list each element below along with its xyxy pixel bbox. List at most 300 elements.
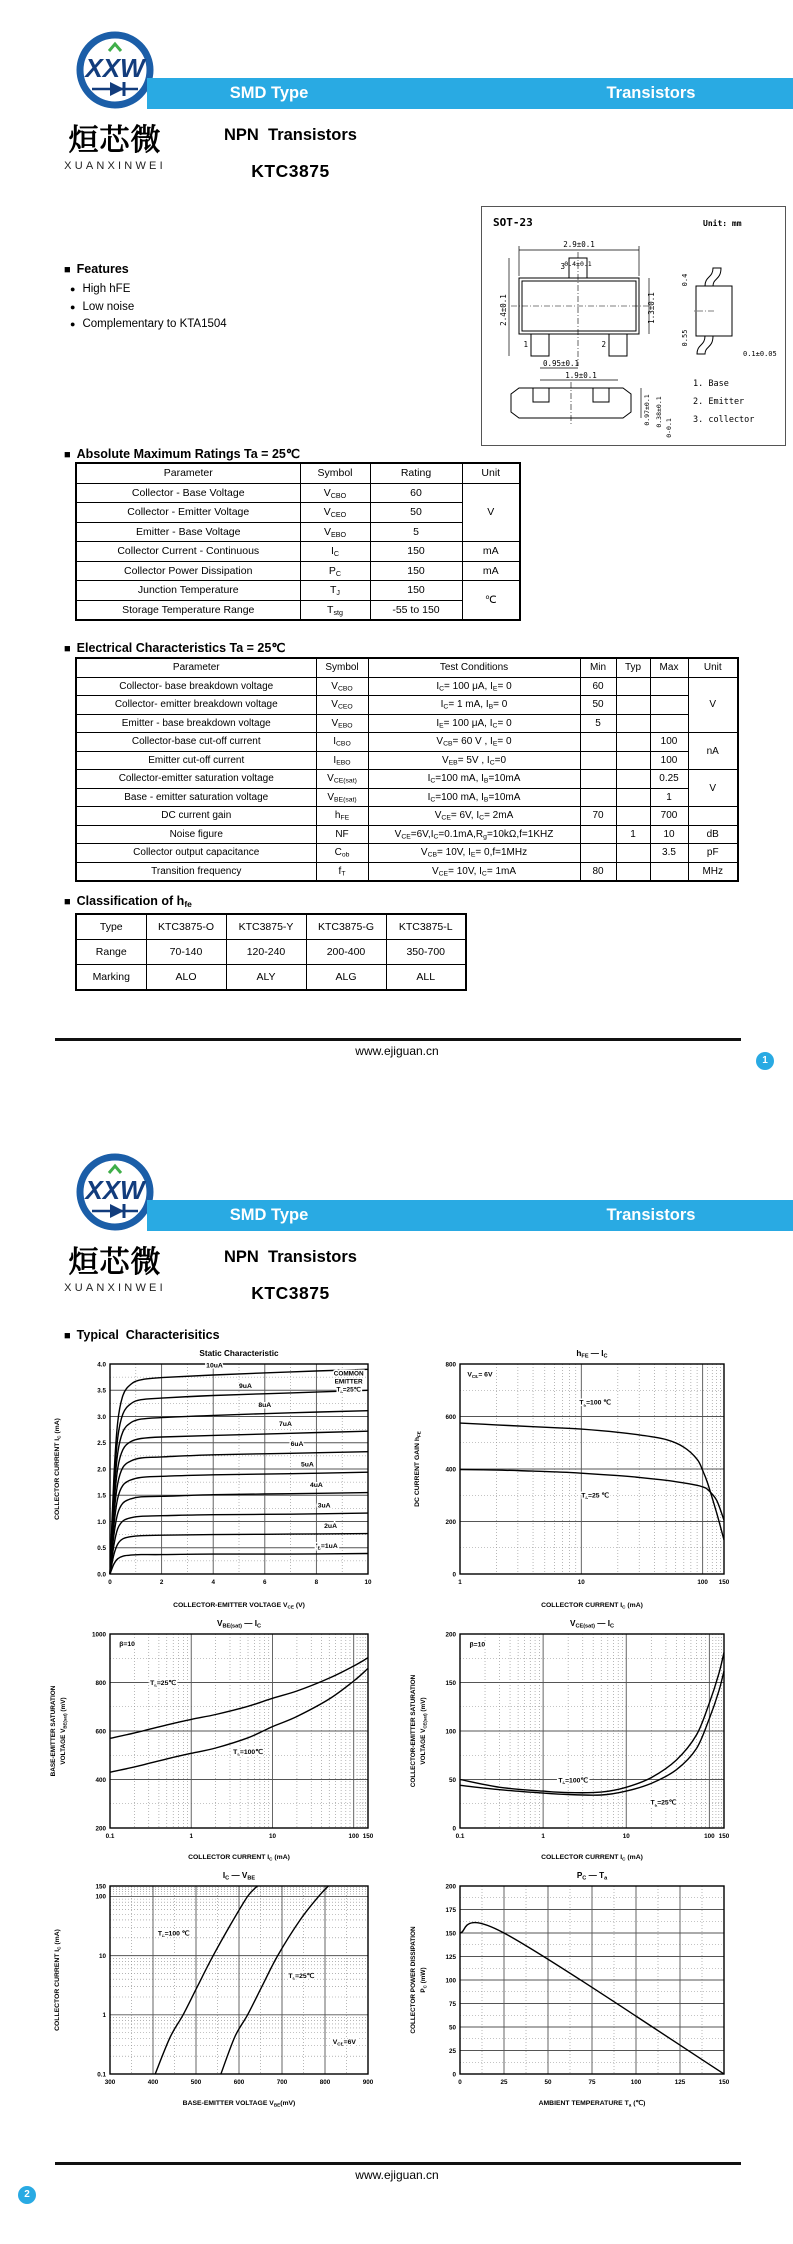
chart-annotations bbox=[206, 1363, 364, 1551]
table-row bbox=[76, 751, 738, 770]
table-cell: $V_{EB}= 5V$ , $I_C=0$ bbox=[368, 751, 580, 770]
table-cell bbox=[616, 696, 650, 715]
svg-text:200: 200 bbox=[95, 1825, 106, 1833]
table-row bbox=[76, 714, 738, 733]
chart-curve bbox=[460, 1423, 724, 1540]
svg-text:25: 25 bbox=[500, 2079, 508, 2086]
table-header-row bbox=[76, 463, 520, 483]
table-row bbox=[76, 788, 738, 807]
svg-text:0: 0 bbox=[458, 2079, 462, 2086]
table-row bbox=[76, 965, 466, 991]
section-marker-icon: ■ bbox=[64, 449, 71, 461]
svg-text:1: 1 bbox=[102, 2012, 106, 2020]
table-cell: 700 bbox=[650, 807, 688, 826]
table-cell: $V_{CEO}$ bbox=[316, 696, 368, 715]
table-cell bbox=[650, 677, 688, 696]
svg-text:200: 200 bbox=[445, 1883, 456, 1891]
table-cell: KTC3875-O bbox=[146, 914, 226, 940]
hfe-classification-table bbox=[75, 913, 467, 991]
table-cell: Test Conditions bbox=[368, 658, 580, 677]
svg-text:0.4±0.1: 0.4±0.1 bbox=[564, 260, 592, 268]
svg-text:2uA: 2uA bbox=[324, 1522, 338, 1530]
table-cell: V bbox=[688, 770, 738, 807]
svg-text:175: 175 bbox=[445, 1906, 456, 1914]
abs-max-table bbox=[75, 462, 521, 621]
svg-text:100: 100 bbox=[348, 1833, 359, 1840]
table-cell: ALO bbox=[146, 965, 226, 991]
table-row bbox=[76, 561, 520, 581]
chart-x-axis-label: AMBIENT TEMPERATURE $T_a$ (℃) bbox=[538, 2100, 646, 2108]
section-marker-icon: ■ bbox=[64, 896, 71, 908]
table-cell: Symbol bbox=[316, 658, 368, 677]
svg-text:5uA: 5uA bbox=[300, 1461, 314, 1469]
svg-text:0: 0 bbox=[452, 1825, 456, 1833]
table-cell: $V_{CEO}$ bbox=[300, 503, 370, 523]
chart-y-axis-label: COLLECTOR-EMITTER SATURATION bbox=[410, 1674, 417, 1788]
svg-text:EMITTER: EMITTER bbox=[334, 1378, 363, 1386]
feature-item bbox=[70, 301, 134, 313]
svg-text:1.9±0.1: 1.9±0.1 bbox=[565, 371, 597, 380]
svg-text:400: 400 bbox=[95, 1776, 106, 1784]
svg-text:0.0: 0.0 bbox=[97, 1571, 106, 1579]
svg-text:100: 100 bbox=[445, 1977, 456, 1985]
header-bar-right-label: Transistors bbox=[606, 84, 696, 102]
svg-text:0.1: 0.1 bbox=[97, 2071, 106, 2079]
svg-text:0.5: 0.5 bbox=[97, 1545, 106, 1553]
svg-text:Ta=25℃: $T_a=25℃$ bbox=[150, 1679, 177, 1688]
svg-text:β=10: β=10 bbox=[119, 1641, 135, 1649]
abs-max-heading: ■ Absolute Maximum Ratings Ta = 25℃ bbox=[64, 447, 300, 461]
chart-x-axis-label: COLLECTOR-EMITTER VOLTAGE $V_{CE}$ (V) bbox=[173, 1602, 305, 1610]
chart-annotations bbox=[469, 1642, 676, 1808]
svg-text:50: 50 bbox=[448, 1776, 456, 1784]
chart-axis-ticks bbox=[445, 1631, 729, 1840]
table-cell: 60 bbox=[580, 677, 616, 696]
table-cell: ALL bbox=[386, 965, 466, 991]
table-cell bbox=[580, 733, 616, 752]
table-cell: $I_E= 100$ μA, $I_C= 0$ bbox=[368, 714, 580, 733]
svg-text:2: 2 bbox=[159, 1579, 164, 1586]
chart-y-axis-label: BASE-EMITTER SATURATION bbox=[50, 1685, 57, 1777]
header-bar bbox=[147, 78, 793, 109]
svg-text:9uA: 9uA bbox=[239, 1383, 252, 1391]
table-cell: nA bbox=[688, 733, 738, 770]
table-cell: ALG bbox=[306, 965, 386, 991]
chart-annotations bbox=[467, 1372, 611, 1500]
chart-y-axis-label: DC CURRENT GAIN $h_{FE}$ bbox=[414, 1431, 422, 1507]
chart-title: PC — Ta bbox=[576, 1871, 608, 1882]
svg-text:150: 150 bbox=[445, 1679, 456, 1687]
svg-text:3.0: 3.0 bbox=[97, 1413, 106, 1421]
features-heading: ■ Features bbox=[64, 262, 129, 276]
svg-text:125: 125 bbox=[445, 1953, 456, 1961]
svg-text:2. Emitter: 2. Emitter bbox=[693, 397, 745, 407]
svg-text:2.0: 2.0 bbox=[97, 1466, 106, 1474]
chart-x-axis-label: COLLECTOR CURRENT $I_C$ (mA) bbox=[541, 1854, 643, 1862]
svg-text:Ta=25℃: $T_a=25℃$ bbox=[288, 1972, 315, 1981]
chart-y-axis-label: COLLECTOR CURRENT $I_C$ (mA) bbox=[54, 1418, 62, 1520]
data-table bbox=[75, 913, 467, 991]
table-cell: $V_{CE(sat)}$ bbox=[316, 770, 368, 789]
table-cell: KTC3875-G bbox=[306, 914, 386, 940]
table-cell: $V_{CB}= 10V$, $I_E= 0,f=1MHz$ bbox=[368, 844, 580, 863]
svg-text:0.38±0.1: 0.38±0.1 bbox=[655, 396, 663, 428]
table-cell: Noise figure bbox=[76, 825, 316, 844]
header-bar-left-label: SMD Type bbox=[229, 84, 309, 102]
chart-y-axis-label: VOLTAGE $V_{CE(sat)}$ (mV) bbox=[420, 1697, 428, 1765]
table-cell: Collector - Base Voltage bbox=[76, 483, 300, 503]
svg-text:6uA: 6uA bbox=[290, 1440, 304, 1448]
table-cell: 3.5 bbox=[650, 844, 688, 863]
svg-text:200: 200 bbox=[445, 1631, 456, 1639]
table-cell: $I_C= 100$ μA, $I_E= 0$ bbox=[368, 677, 580, 696]
package-diagram-svg bbox=[481, 206, 786, 446]
svg-text:0.55: 0.55 bbox=[681, 329, 689, 347]
chart-curve bbox=[110, 1452, 368, 1574]
table-cell: $V_{CE}= 6V$, $I_C= 2mA$ bbox=[368, 807, 580, 826]
svg-text:6: 6 bbox=[263, 1579, 267, 1586]
table-cell: $I_C=100$ mA, $I_B=10mA$ bbox=[368, 770, 580, 789]
page-number-badge: 2 bbox=[18, 2186, 36, 2204]
svg-text:Ta=100 ℃: $T_a=100$ ℃ bbox=[157, 1930, 190, 1938]
feature-bullet-icon: ● bbox=[70, 319, 76, 329]
feature-bullet-icon: ● bbox=[70, 301, 76, 312]
chart-grid bbox=[110, 1634, 368, 1828]
classification-heading: ■ Classification of $h_{fe}$ bbox=[64, 894, 192, 910]
table-cell: $V_{CE}= 10V$, $I_C= 1mA$ bbox=[368, 862, 580, 881]
table-cell: 10 bbox=[650, 825, 688, 844]
elec-heading: ■ Electrical Characteristics Ta = 25℃ bbox=[64, 641, 286, 655]
chart-pc_ta bbox=[404, 1866, 740, 2112]
table-cell: Type bbox=[76, 914, 146, 940]
brand-logo-icon bbox=[72, 30, 158, 112]
pin-3-label: 3 bbox=[560, 262, 565, 271]
table-cell: Collector output capacitance bbox=[76, 844, 316, 863]
svg-text:COMMON: COMMON bbox=[333, 1370, 364, 1378]
svg-text:10: 10 bbox=[364, 1579, 372, 1586]
svg-text:1.5: 1.5 bbox=[97, 1492, 106, 1500]
svg-text:900: 900 bbox=[362, 2079, 374, 2086]
table-cell: Typ bbox=[616, 658, 650, 677]
table-cell: $V_{BE(sat)}$ bbox=[316, 788, 368, 807]
table-row bbox=[76, 844, 738, 863]
table-cell: Junction Temperature bbox=[76, 581, 300, 601]
table-cell: mA bbox=[462, 542, 520, 562]
svg-text:3. collector: 3. collector bbox=[693, 415, 755, 425]
chart-vcesat_ic bbox=[404, 1614, 740, 1866]
logo-text: XXW bbox=[85, 1175, 145, 1205]
svg-text:Ta=100 ℃: $T_a=100$ ℃ bbox=[579, 1399, 611, 1408]
table-row bbox=[76, 733, 738, 752]
table-cell bbox=[580, 844, 616, 863]
svg-text:300: 300 bbox=[104, 2079, 116, 2086]
page-number-badge: 1 bbox=[756, 1052, 774, 1070]
table-cell: 100 bbox=[650, 751, 688, 770]
chart-hfe_ic bbox=[404, 1342, 740, 1614]
table-cell: KTC3875-L bbox=[386, 914, 466, 940]
table-cell: 150 bbox=[370, 561, 462, 581]
chart-title: VCE(sat) — IC bbox=[570, 1619, 614, 1630]
svg-text:Ta=25℃: $T_a=25℃$ bbox=[650, 1799, 677, 1808]
svg-text:0.1: 0.1 bbox=[105, 1833, 115, 1840]
table-cell: $I_{CBO}$ bbox=[316, 733, 368, 752]
svg-text:0.95±0.1: 0.95±0.1 bbox=[542, 359, 580, 368]
chart-y-axis-label: COLLECTOR CURRENT $I_C$ (mA) bbox=[54, 1929, 62, 2031]
table-cell: $f_T$ bbox=[316, 862, 368, 881]
footer-site-url: www.ejiguan.cn bbox=[355, 1044, 439, 1058]
section-marker-icon: ■ bbox=[64, 264, 71, 276]
brand-name-cn: 烜芯微 bbox=[68, 124, 162, 157]
table-cell: $P_C$ bbox=[300, 561, 370, 581]
svg-text:VCE=6V: $V_{CE}=6V$ bbox=[332, 2039, 356, 2047]
brand-name-en: XUANXINWEI bbox=[64, 160, 166, 172]
table-row bbox=[76, 522, 520, 542]
table-cell bbox=[580, 751, 616, 770]
svg-text:Ta=100℃: $T_a=100℃$ bbox=[233, 1749, 263, 1757]
table-cell: $I_C=100$ mA, $I_B=10mA$ bbox=[368, 788, 580, 807]
part-number-title: KTC3875 bbox=[251, 161, 330, 181]
svg-text:150: 150 bbox=[362, 1833, 374, 1840]
svg-text:2.5: 2.5 bbox=[97, 1440, 106, 1448]
footer-site-url: www.ejiguan.cn bbox=[355, 2168, 439, 2182]
table-header-row bbox=[76, 658, 738, 677]
table-cell: Collector-base cut-off current bbox=[76, 733, 316, 752]
table-row bbox=[76, 940, 466, 965]
svg-text:600: 600 bbox=[233, 2079, 245, 2086]
svg-text:1: 1 bbox=[189, 1833, 193, 1840]
table-cell: 5 bbox=[580, 714, 616, 733]
data-table bbox=[75, 657, 739, 882]
svg-text:100: 100 bbox=[704, 1833, 715, 1840]
svg-text:1: 1 bbox=[541, 1833, 545, 1840]
svg-text:IB=1uA: $I_B=1uA$ bbox=[315, 1542, 338, 1551]
table-cell: mA bbox=[462, 561, 520, 581]
table-row bbox=[76, 581, 520, 601]
table-cell: 120-240 bbox=[226, 940, 306, 965]
table-cell: DC current gain bbox=[76, 807, 316, 826]
table-cell: Collector- emitter breakdown voltage bbox=[76, 696, 316, 715]
svg-text:0.1±0.05: 0.1±0.05 bbox=[743, 350, 777, 358]
svg-text:1: 1 bbox=[458, 1579, 462, 1586]
table-cell bbox=[650, 862, 688, 881]
chart-grid bbox=[460, 1634, 724, 1828]
chart-y-axis-label: COLLECTOR POWER DISSIPATION bbox=[410, 1926, 417, 2034]
svg-text:150: 150 bbox=[445, 1930, 456, 1938]
svg-text:0: 0 bbox=[452, 1571, 456, 1579]
footer-rule bbox=[55, 1038, 741, 1041]
feature-label: Low noise bbox=[82, 300, 135, 313]
chart-grid bbox=[110, 1886, 368, 2074]
table-cell: 60 bbox=[370, 483, 462, 503]
svg-text:7uA: 7uA bbox=[279, 1420, 292, 1428]
table-cell: 150 bbox=[370, 581, 462, 601]
svg-text:1. Base: 1. Base bbox=[693, 379, 729, 389]
typical-characteristics-heading: ■ Typical Characterisitics bbox=[64, 1328, 220, 1342]
table-row bbox=[76, 503, 520, 523]
part-number-title: KTC3875 bbox=[251, 1283, 330, 1303]
table-cell bbox=[616, 733, 650, 752]
svg-text:150: 150 bbox=[95, 1883, 106, 1891]
chart-y-axis-label: VOLTAGE $V_{BE(sat)}$ (mV) bbox=[60, 1697, 68, 1765]
table-cell: 80 bbox=[580, 862, 616, 881]
brand-logo-icon bbox=[72, 1152, 158, 1234]
table-row bbox=[76, 914, 466, 940]
table-cell bbox=[650, 696, 688, 715]
table-cell: pF bbox=[688, 844, 738, 863]
table-cell: $I_C$ bbox=[300, 542, 370, 562]
table-cell: Parameter bbox=[76, 658, 316, 677]
table-cell: Transition frequency bbox=[76, 862, 316, 881]
table-cell: $V_{CBO}$ bbox=[300, 483, 370, 503]
table-row bbox=[76, 677, 738, 696]
package-unit-note: Unit: mm bbox=[703, 219, 742, 228]
table-cell: dB bbox=[688, 825, 738, 844]
svg-text:800: 800 bbox=[95, 1679, 106, 1687]
svg-text:150: 150 bbox=[718, 1833, 730, 1840]
table-cell bbox=[616, 788, 650, 807]
chart-axis-ticks bbox=[95, 1883, 373, 2086]
table-cell: $V_{CE}=6V,I_C=0.1mA,R_g=10k\Omega,f=1KHZ$ bbox=[368, 825, 580, 844]
svg-text:600: 600 bbox=[445, 1413, 456, 1421]
table-row bbox=[76, 862, 738, 881]
svg-text:3.5: 3.5 bbox=[97, 1387, 106, 1395]
svg-text:100: 100 bbox=[95, 1893, 106, 1901]
table-cell: 0.25 bbox=[650, 770, 688, 789]
svg-text:0-0.1: 0-0.1 bbox=[665, 418, 673, 438]
svg-text:1.0: 1.0 bbox=[97, 1518, 106, 1526]
svg-text:Ta=25℃: $T_a=25℃$ bbox=[336, 1386, 361, 1395]
table-cell: Symbol bbox=[300, 463, 370, 483]
brand-name-en: XUANXINWEI bbox=[64, 1282, 166, 1294]
header-bar-left-label: SMD Type bbox=[229, 1206, 309, 1224]
svg-text:100: 100 bbox=[697, 1579, 708, 1586]
data-table bbox=[75, 462, 521, 621]
svg-text:150: 150 bbox=[718, 1579, 730, 1586]
feature-label: High hFE bbox=[82, 283, 131, 295]
chart-x-axis-label: COLLECTOR CURRENT $I_C$ (mA) bbox=[541, 1602, 643, 1610]
svg-text:400: 400 bbox=[445, 1466, 456, 1474]
svg-text:25: 25 bbox=[448, 2047, 456, 2055]
pin-1-label: 1 bbox=[523, 340, 528, 349]
chart-grid bbox=[460, 1364, 724, 1574]
table-cell: -55 to 150 bbox=[370, 600, 462, 620]
table-cell: Rating bbox=[370, 463, 462, 483]
svg-text:Ta=25 ℃: $T_a=25$ ℃ bbox=[581, 1492, 610, 1500]
table-cell: Collector Current - Continuous bbox=[76, 542, 300, 562]
logo-text: XXW bbox=[85, 53, 145, 83]
svg-text:0.97±0.1: 0.97±0.1 bbox=[643, 394, 651, 426]
table-row bbox=[76, 542, 520, 562]
feature-label: Complementary to KTA1504 bbox=[82, 318, 227, 330]
feature-bullet-icon: ● bbox=[70, 284, 76, 294]
svg-text:600: 600 bbox=[95, 1728, 106, 1736]
table-cell: $h_{FE}$ bbox=[316, 807, 368, 826]
chart-y-axis-label: $P_C$ (mW) bbox=[420, 1967, 428, 1993]
table-cell: NF bbox=[316, 825, 368, 844]
svg-text:700: 700 bbox=[276, 2079, 288, 2086]
svg-text:10: 10 bbox=[622, 1833, 630, 1840]
svg-text:0: 0 bbox=[108, 1579, 112, 1586]
table-cell: ALY bbox=[226, 965, 306, 991]
table-cell: 70 bbox=[580, 807, 616, 826]
chart-title: hFE — IC bbox=[576, 1349, 608, 1360]
table-cell: Collector- base breakdown voltage bbox=[76, 677, 316, 696]
chart-static bbox=[44, 1342, 380, 1614]
table-cell: $V_{EBO}$ bbox=[300, 522, 370, 542]
svg-text:4: 4 bbox=[211, 1579, 215, 1586]
table-row bbox=[76, 696, 738, 715]
table-row bbox=[76, 483, 520, 503]
svg-text:10: 10 bbox=[577, 1579, 585, 1586]
chart-curve bbox=[110, 1658, 368, 1739]
table-cell bbox=[580, 788, 616, 807]
table-row bbox=[76, 825, 738, 844]
package-diagram bbox=[481, 206, 786, 451]
chart-series bbox=[460, 1423, 724, 1540]
svg-text:500: 500 bbox=[190, 2079, 202, 2086]
table-cell bbox=[580, 825, 616, 844]
table-row bbox=[76, 770, 738, 789]
svg-text:VCE= 6V: $V_{CE}= 6V$ bbox=[467, 1371, 493, 1380]
svg-text:0: 0 bbox=[452, 2071, 456, 2079]
table-cell bbox=[688, 807, 738, 826]
header-bar-right-label: Transistors bbox=[606, 1206, 696, 1224]
table-cell: 100 bbox=[650, 733, 688, 752]
table-cell: Unit bbox=[462, 463, 520, 483]
svg-text:50: 50 bbox=[448, 2024, 456, 2032]
table-cell: KTC3875-Y bbox=[226, 914, 306, 940]
feature-item bbox=[70, 283, 130, 295]
table-cell: $T_J$ bbox=[300, 581, 370, 601]
table-cell: $V_{CBO}$ bbox=[316, 677, 368, 696]
chart-ic_vbe bbox=[44, 1866, 380, 2112]
table-cell: Storage Temperature Range bbox=[76, 600, 300, 620]
table-cell bbox=[616, 844, 650, 863]
svg-text:800: 800 bbox=[319, 2079, 331, 2086]
page-2 bbox=[0, 1122, 793, 2244]
svg-text:10: 10 bbox=[98, 1952, 106, 1960]
table-cell: $V_{EBO}$ bbox=[316, 714, 368, 733]
table-row bbox=[76, 807, 738, 826]
svg-text:75: 75 bbox=[588, 2079, 596, 2086]
svg-text:10: 10 bbox=[268, 1833, 276, 1840]
table-cell bbox=[616, 770, 650, 789]
table-cell: Max bbox=[650, 658, 688, 677]
svg-text:3uA: 3uA bbox=[317, 1502, 331, 1510]
svg-text:1.3±0.1: 1.3±0.1 bbox=[647, 292, 656, 324]
table-cell: 350-700 bbox=[386, 940, 466, 965]
table-cell: 1 bbox=[650, 788, 688, 807]
table-cell: Emitter - Base Voltage bbox=[76, 522, 300, 542]
table-cell: MHz bbox=[688, 862, 738, 881]
package-name: SOT-23 bbox=[493, 216, 533, 229]
table-cell: $C_{ob}$ bbox=[316, 844, 368, 863]
table-cell: Collector-emitter saturation voltage bbox=[76, 770, 316, 789]
product-line-title: NPN Transistors bbox=[224, 126, 357, 144]
table-cell: Collector - Emitter Voltage bbox=[76, 503, 300, 523]
svg-text:150: 150 bbox=[718, 2079, 730, 2086]
svg-text:8uA: 8uA bbox=[258, 1402, 272, 1410]
chart-title: VBE(sat) — IC bbox=[217, 1619, 261, 1630]
table-cell: 200-400 bbox=[306, 940, 386, 965]
pin-2-label: 2 bbox=[601, 340, 606, 349]
table-cell: 1 bbox=[616, 825, 650, 844]
table-cell: Marking bbox=[76, 965, 146, 991]
package-box-border bbox=[482, 207, 786, 446]
table-cell: 50 bbox=[370, 503, 462, 523]
svg-text:2.4±0.1: 2.4±0.1 bbox=[499, 294, 508, 326]
svg-text:0.4: 0.4 bbox=[681, 273, 689, 287]
